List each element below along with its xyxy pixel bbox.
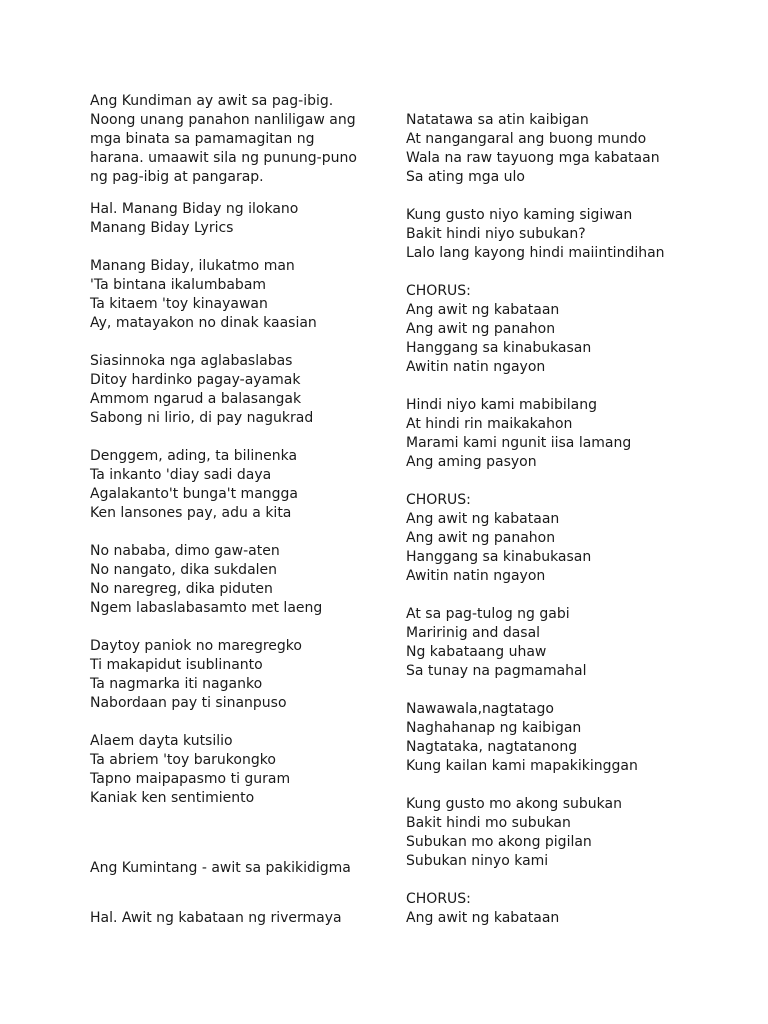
text-line: Natatawa sa atin kaibigan [406, 112, 589, 128]
text-line: Manang Biday Lyrics [90, 220, 234, 236]
text-line: Nagtataka, nagtatanong [406, 739, 578, 755]
text-line: Denggem, ading, ta bilinenka [90, 448, 298, 464]
chorus-heading: CHORUS: [406, 891, 471, 907]
text-line: Tapno maipapasmo ti guram [90, 771, 291, 787]
text-line: Siasinnoka nga aglabaslabas [90, 353, 293, 369]
text-line: Nabordaan pay ti sinanpuso [90, 695, 287, 711]
text-line: Naghahanap ng kaibigan [406, 720, 582, 736]
text-line: Lalo lang kayong hindi maiintindihan [406, 245, 665, 261]
text-line: Hal. Awit ng kabataan ng rivermaya [90, 910, 342, 926]
text-line: Ngem labaslabasamto met laeng [90, 600, 323, 616]
text-line: ng pag-ibig at pangarap. [90, 169, 264, 185]
text-line: At sa pag-tulog ng gabi [406, 606, 570, 622]
text-line: Alaem dayta kutsilio [90, 733, 233, 749]
text-line: Ang awit ng kabataan [406, 302, 560, 318]
text-line: At hindi rin maikakahon [406, 416, 573, 432]
text-line: Ta abriem 'toy barukongko [90, 752, 276, 768]
text-line: Ta inkanto 'diay sadi daya [90, 467, 272, 483]
text-line: No nababa, dimo gaw-aten [90, 543, 280, 559]
text-line: Ang awit ng kabataan [406, 910, 560, 926]
text-line: Hanggang sa kinabukasan [406, 549, 592, 565]
text-line: Ken lansones pay, adu a kita [90, 505, 292, 521]
text-line: Ang Kumintang - awit sa pakikidigma [90, 860, 351, 876]
text-line: Daytoy paniok no maregregko [90, 638, 302, 654]
text-line: harana. umaawit sila ng punung-puno [90, 150, 357, 166]
text-line: Kung gusto niyo kaming sigiwan [406, 207, 633, 223]
text-line: Sabong ni lirio, di pay nagukrad [90, 410, 314, 426]
text-line: Sa tunay na pagmamahal [406, 663, 587, 679]
chorus-heading: CHORUS: [406, 492, 471, 508]
text-line: mga binata sa pamamagitan ng [90, 131, 315, 147]
text-line: 'Ta bintana ikalumbabam [90, 277, 267, 293]
text-line: No nangato, dika sukdalen [90, 562, 278, 578]
text-line: Ta kitaem 'toy kinayawan [90, 296, 268, 312]
text-line: Awitin natin ngayon [406, 568, 546, 584]
text-line: Hal. Manang Biday ng ilokano [90, 201, 299, 217]
text-line: At nangangaral ang buong mundo [406, 131, 647, 147]
text-line: Noong unang panahon nanliligaw ang [90, 112, 356, 128]
text-line: Hanggang sa kinabukasan [406, 340, 592, 356]
text-line: Bakit hindi niyo subukan? [406, 226, 586, 242]
text-line: Nawawala,nagtatago [406, 701, 554, 717]
text-line: Ti makapidut isublinanto [90, 657, 263, 673]
text-line: Maririnig and dasal [406, 625, 541, 641]
text-line: Ang aming pasyon [406, 454, 537, 470]
text-line: Subukan ninyo kami [406, 853, 549, 869]
text-line: Wala na raw tayuong mga kabataan [406, 150, 660, 166]
text-line: Ammom ngarud a balasangak [90, 391, 302, 407]
text-line: Kung kailan kami mapakikinggan [406, 758, 638, 774]
text-line: No naregreg, dika piduten [90, 581, 273, 597]
text-line: Kung gusto mo akong subukan [406, 796, 622, 812]
text-line: Agalakanto't bunga't mangga [90, 486, 298, 502]
text-line: Awitin natin ngayon [406, 359, 546, 375]
text-line: Sa ating mga ulo [406, 169, 525, 185]
text-line: Marami kami ngunit iisa lamang [406, 435, 632, 451]
text-line: Ang awit ng panahon [406, 321, 556, 337]
text-line: Ay, matayakon no dinak kaasian [90, 315, 317, 331]
text-line: Bakit hindi mo subukan [406, 815, 571, 831]
text-line: Ditoy hardinko pagay-ayamak [90, 372, 301, 388]
text-line: Hindi niyo kami mabibilang [406, 397, 597, 413]
text-line: Ang Kundiman ay awit sa pag-ibig. [90, 93, 334, 109]
text-line: Subukan mo akong pigilan [406, 834, 592, 850]
text-line: Kaniak ken sentimiento [90, 790, 255, 806]
text-line: Ta nagmarka iti naganko [90, 676, 263, 692]
text-line: Ang awit ng panahon [406, 530, 556, 546]
text-line: Ang awit ng kabataan [406, 511, 560, 527]
chorus-heading: CHORUS: [406, 283, 471, 299]
text-line: Ng kabataang uhaw [406, 644, 547, 660]
text-line: Manang Biday, ilukatmo man [90, 258, 295, 274]
